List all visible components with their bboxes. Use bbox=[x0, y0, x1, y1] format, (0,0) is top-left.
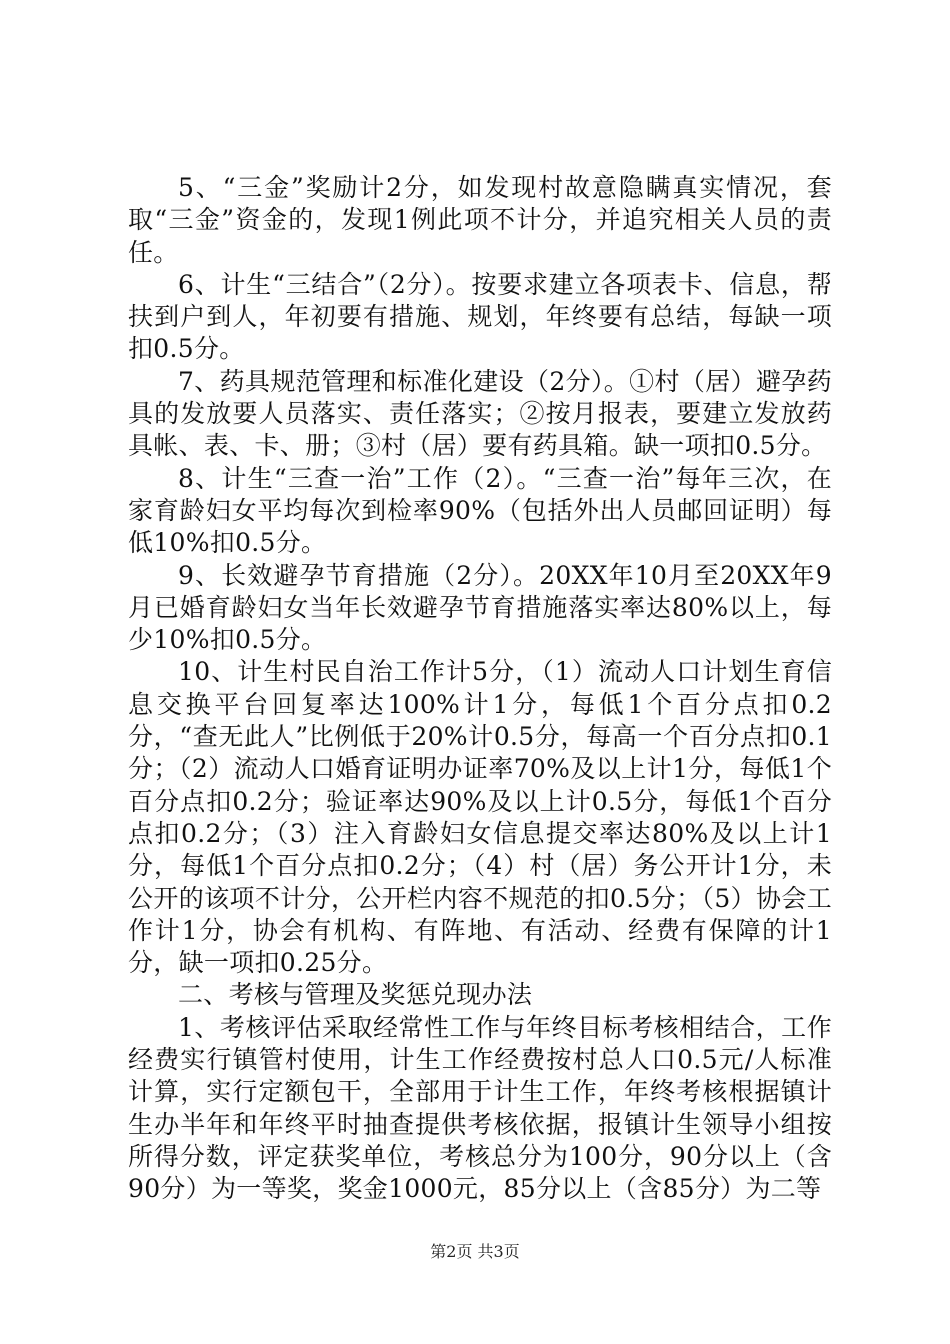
paragraph-assessment-1: 1、考核评估采取经常性工作与年终目标考核相结合，工作经费实行镇管村使用，计生工作经费按村总人口0.5元/人标准计算，实行定额包干，全部用于计生工作，年终考核根据镇计生办半年和年终平时抽查提供考核依据，报镇计生领导小组按所得分数，评定获奖单位，考核总分为100分，90分以上（含90分）为一等奖，奖金1000元，85分以上（含85分）为二等 bbox=[128, 1012, 832, 1204]
section-heading-2: 二、考核与管理及奖惩兑现办法 bbox=[178, 980, 533, 1010]
paragraph-item-5: 5、“三金”奖励计2分，如发现村故意隐瞒真实情况，套取“三金”资金的，发现1例此项不计分，并追究相关人员的责任。 bbox=[128, 173, 832, 267]
paragraph-item-8: 8、计生“三查一治”工作（2）。“三查一治”每年三次，在家育龄妇女平均每次到检率90%（包括外出人员邮回证明）每低10%扣0.5分。 bbox=[128, 463, 832, 558]
paragraph-item-7: 7、药具规范管理和标准化建设（2分）。①村（居）避孕药具的发放要人员落实、责任落实；②按月报表，要建立发放药具帐、表、卡、册；③村（居）要有药具箱。缺一项扣0.5分。 bbox=[128, 366, 832, 461]
page-number-footer: 第2页 共3页 bbox=[430, 1242, 520, 1261]
document-body bbox=[128, 172, 832, 1206]
paragraph-item-6: 6、计生“三结合”（2分）。按要求建立各项表卡、信息，帮扶到户到人，年初要有措施、规划，年终要有总结，每缺一项扣0.5分。 bbox=[128, 269, 832, 364]
paragraph-item-9: 9、长效避孕节育措施（2分）。20XX年10月至20XX年9月已婚育龄妇女当年长效避孕节育措施落实率达80%以上，每少10%扣0.5分。 bbox=[128, 560, 832, 655]
paragraph-item-10: 10、计生村民自治工作计5分，（1）流动人口计划生育信息交换平台回复率达100%计1分，每低1个百分点扣0.2分，“查无此人”比例低于20%计0.5分，每高一个百分点扣0.1分；（2）流动人口婚育证明办证率70%及以上计1分，每低1个百分点扣0.2分；验证率达90%及以上计0.5分，每低1个百分点扣0.2分；（3）注入育龄妇女信息提交率达80%及以上计1分，每低1个百分点扣0.2分；（4）村（居）务公开计1分，未公开的该项不计分，公开栏内容不规范的扣0.5分；（5）协会工作计1分，协会有机构、有阵地、有活动、经费有保障的计1分，缺一项扣0.25分。 bbox=[128, 657, 832, 978]
